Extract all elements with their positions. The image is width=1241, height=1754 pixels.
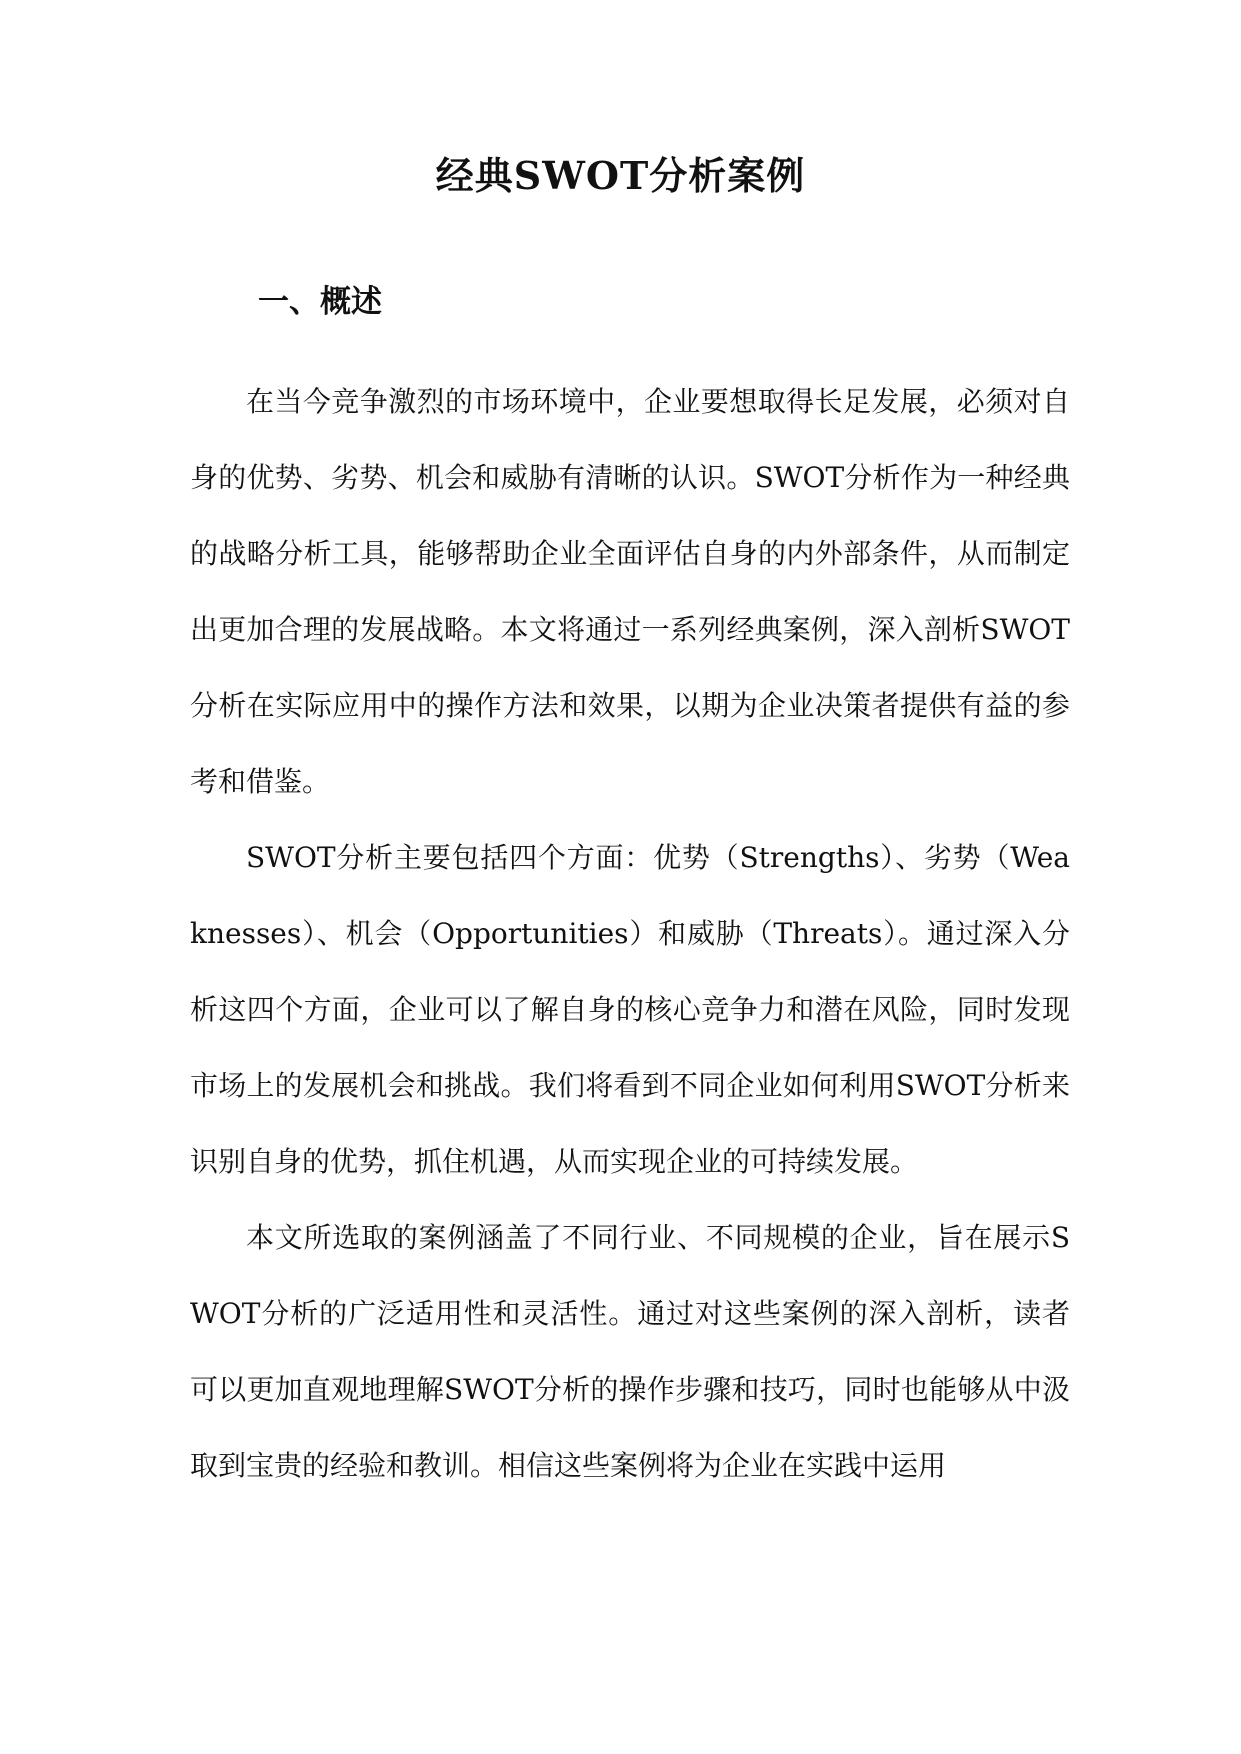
document-title: 经典SWOT分析案例 <box>435 153 806 198</box>
paragraph-swot-aspects: SWOT分析主要包括四个方面：优势（Strengths）、劣势（Weaknesses）、机会（Opportunities）和威胁（Threats）。通过深入分析这四个方面，企业可以了解自身的核心竞争力和潜在风险，同时发现市场上的发展机会和挑战。我们将看到不同企业如何利用SWOT分析来识别自身的优势，抓住机遇，从而实现企业的可持续发展。 <box>190 841 1070 1178</box>
section-heading: 一、概述 <box>258 284 382 320</box>
document-body <box>190 364 1070 1504</box>
paragraph-case-selection: 本文所选取的案例涵盖了不同行业、不同规模的企业，旨在展示SWOT分析的广泛适用性和灵活性。通过对这些案例的深入剖析，读者可以更加直观地理解SWOT分析的操作步骤和技巧，同时也能够从中汲取到宝贵的经验和教训。相信这些案例将为企业在实践中运用 <box>190 1221 1070 1482</box>
paragraph-overview: 在当今竞争激烈的市场环境中，企业要想取得长足发展，必须对自身的优势、劣势、机会和威胁有清晰的认识。SWOT分析作为一种经典的战略分析工具，能够帮助企业全面评估自身的内外部条件，从而制定出更加合理的发展战略。本文将通过一系列经典案例，深入剖析SWOT分析在实际应用中的操作方法和效果，以期为企业决策者提供有益的参考和借鉴。 <box>190 385 1070 798</box>
